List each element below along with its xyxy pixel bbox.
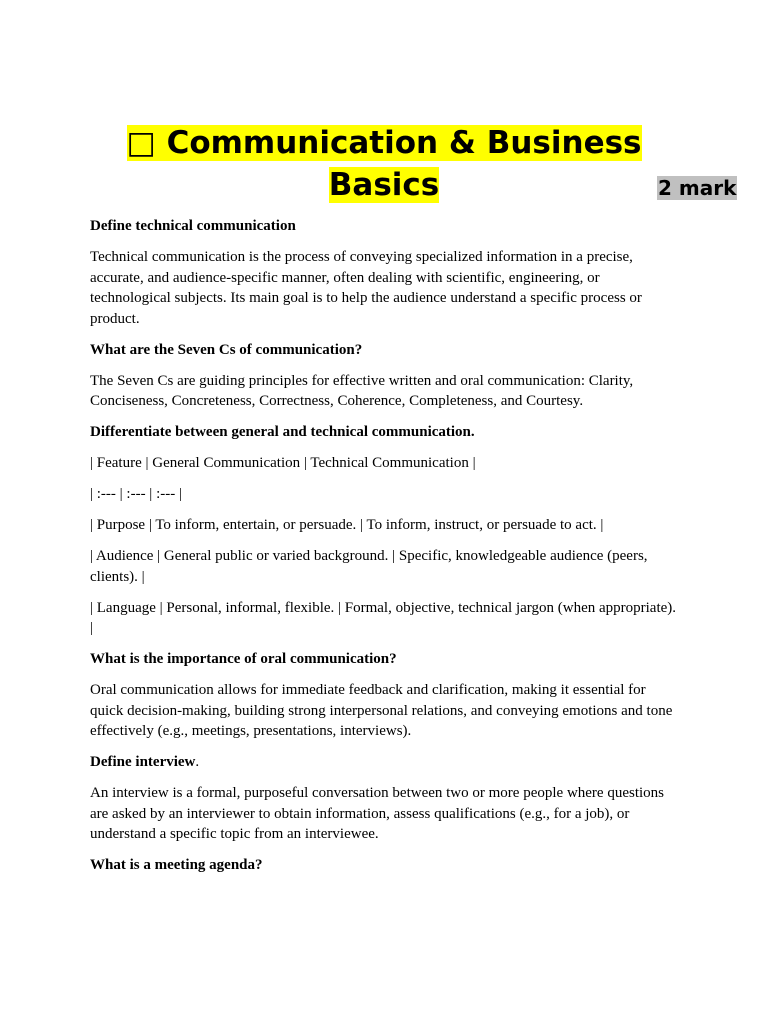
table-row-audience: | Audience | General public or varied background. | Specific, knowledgeable audience (peers, clients). | <box>90 548 648 585</box>
table-header-line: | Feature | General Communication | Technical Communication | <box>90 455 476 471</box>
page-title-text: □ Communication & Business Basics <box>126 125 642 203</box>
question-heading: What are the Seven Cs of communication? <box>90 341 363 358</box>
question-heading: Differentiate between general and technical communication. <box>90 424 475 440</box>
question-heading <box>90 752 680 773</box>
answer-paragraph: An interview is a formal, purposeful conversation between two or more people where questions are asked by an interviewer to obtain information, assess qualifications (e.g., for a job), or understand a specific topic from an interviewee. <box>90 785 664 842</box>
question-text: Define interview <box>90 754 196 770</box>
answer-paragraph: The Seven Cs are guiding principles for effective written and oral communication: Clarity, Conciseness, Concreteness, Correctness, Coherence, Completeness, and Courtesy. <box>90 372 634 409</box>
table-row-purpose: | Purpose | To inform, entertain, or persuade. | To inform, instruct, or persuade to act. | <box>90 517 604 533</box>
answer-paragraph: Oral communication allows for immediate feedback and clarification, making it essential for quick decision-making, building strong interpersonal relations, and conveying emotions and tone effectively (e.g., meetings, presentations, interviews). <box>90 682 673 739</box>
question-heading: What is the importance of oral communication? <box>90 651 397 667</box>
question-punctuation: . <box>195 754 200 770</box>
question-heading: What is a meeting agenda? <box>90 857 263 873</box>
question-heading: Define technical communication <box>90 218 296 234</box>
document-body <box>90 216 680 886</box>
answer-paragraph: Technical communication is the process of conveying specialized information in a precise, accurate, and audience-specific manner, often dealing with scientific, engineering, or technological subjects. Its main goal is to help the audience understand a specific process or product. <box>90 249 642 327</box>
table-row-language: | Language | Personal, informal, flexible. | Formal, objective, technical jargon (when appropriate). | <box>90 599 677 636</box>
mark-badge: 2 mark <box>658 176 737 200</box>
page-title <box>120 122 648 206</box>
table-separator-line: | :--- | :--- | :--- | <box>90 486 182 502</box>
